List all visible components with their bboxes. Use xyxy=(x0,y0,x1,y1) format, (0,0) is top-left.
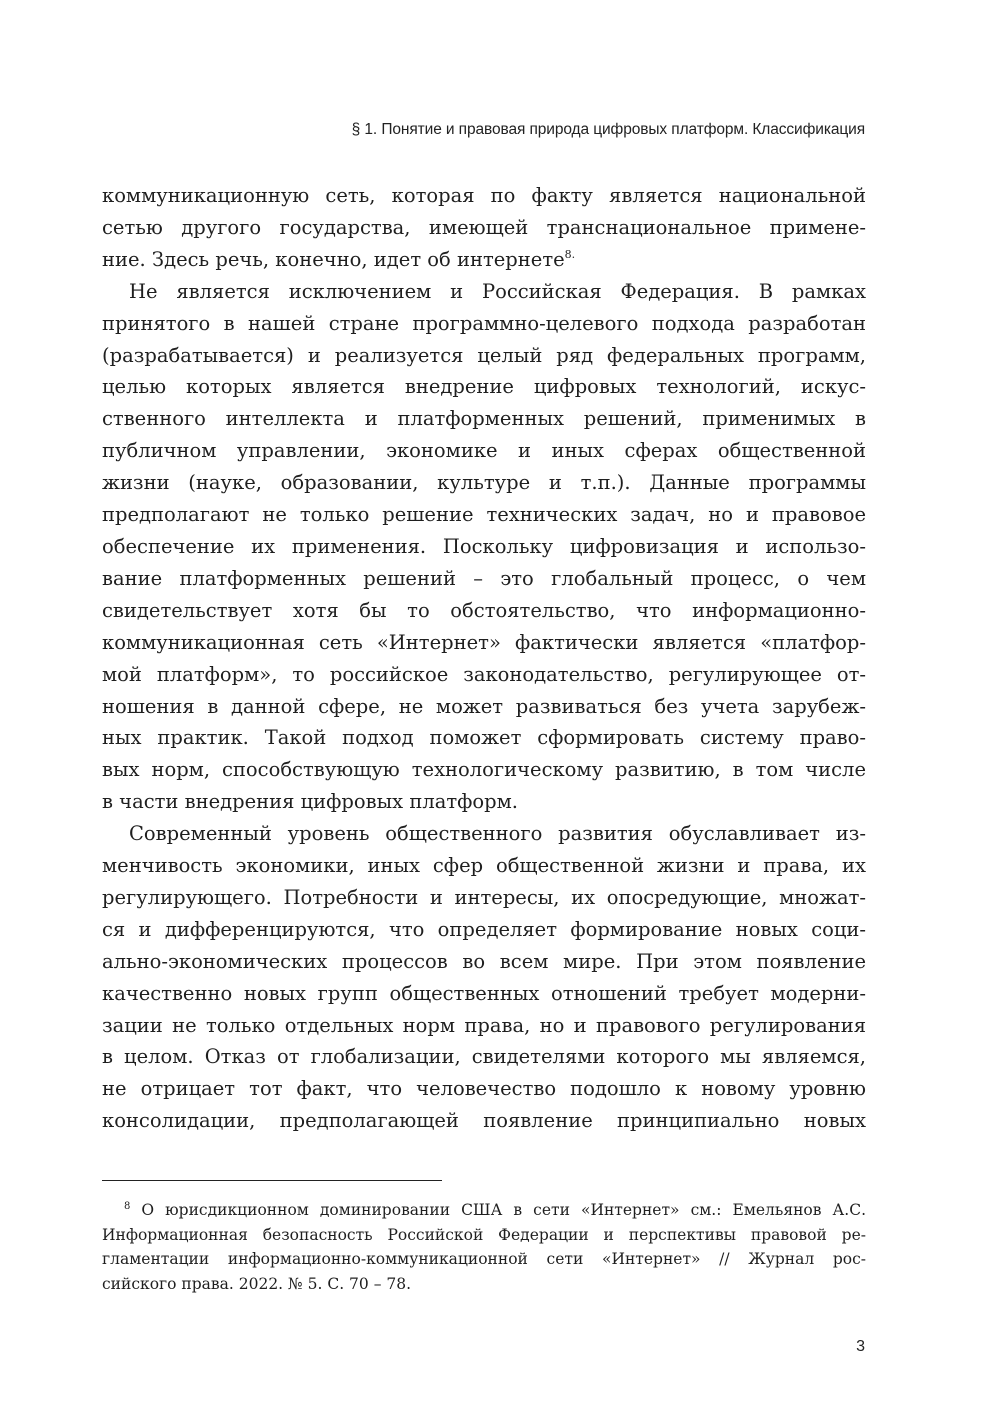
text-line: регулирующего. Потребности и интересы, их опосредующие, множат- xyxy=(102,885,866,909)
footnote-line: сийского права. 2022. № 5. С. 70 – 78. xyxy=(102,1274,412,1293)
text-line: мой платформ», то российское законодательство, регулирующее от- xyxy=(102,662,866,686)
text-line: вых норм, способствующую технологическому развитию, в том числе xyxy=(102,758,866,782)
text-line: предполагают не только решение технических задач, но и правовое xyxy=(102,503,866,527)
footnote-divider xyxy=(102,1180,442,1181)
text-line: Не является исключением и Российская Федерация. В рамках xyxy=(129,279,866,303)
text-line: сетью другого государства, имеющей транснациональное примене- xyxy=(102,215,866,239)
paragraph xyxy=(102,276,866,818)
footnote-line xyxy=(102,1198,866,1223)
text-line-content: ние. Здесь речь, конечно, идет об интернете xyxy=(102,247,565,271)
page-number: 3 xyxy=(856,1338,865,1355)
text-line: ственного интеллекта и платформенных решений, применимых в xyxy=(102,407,866,431)
text-line: целью которых является внедрение цифровых технологий, искус- xyxy=(102,375,866,399)
text-line: коммуникационная сеть «Интернет» фактически является «платфор- xyxy=(102,630,866,654)
footnote-reference[interactable]: 8. xyxy=(564,247,576,261)
running-header: § 1. Понятие и правовая природа цифровых платформ. Классификация xyxy=(351,121,865,138)
text-line: зации не только отдельных норм права, но и правового регулирования xyxy=(102,1013,866,1037)
text-line: Современный уровень общественного развития обуславливает из- xyxy=(129,822,866,846)
text-line: ношения в данной сфере, не может развиваться без учета зарубеж- xyxy=(102,694,866,718)
footnote-line: гламентации информационно-коммуникационной сети «Интернет» // Журнал рос- xyxy=(102,1250,866,1268)
text-line: свидетельствует хотя бы то обстоятельство, что информационно- xyxy=(102,598,866,622)
text-line: не отрицает тот факт, что человечество подошло к новому уровню xyxy=(102,1077,866,1101)
footnote-line-content: О юрисдикционном доминировании США в сети «Интернет» см.: Емельянов А.С. xyxy=(141,1201,866,1219)
text-line: (разрабатывается) и реализуется целый ряд федеральных программ, xyxy=(102,343,866,367)
body-text xyxy=(102,180,866,1137)
paragraph xyxy=(102,180,866,276)
text-line: принятого в нашей стране программно-целевого подхода разработан xyxy=(102,311,866,335)
paragraph xyxy=(102,818,866,1137)
text-line: качественно новых групп общественных отношений требует модерни- xyxy=(102,981,866,1005)
text-line: обеспечение их применения. Поскольку цифровизация и использо- xyxy=(102,534,866,558)
text-line: консолидации, предполагающей появление принципиально новых xyxy=(102,1109,866,1133)
footnote xyxy=(102,1198,866,1296)
text-line: ных практик. Такой подход поможет сформировать систему право- xyxy=(102,726,866,750)
text-line: в части внедрения цифровых платформ. xyxy=(102,790,519,814)
text-line: ся и дифференцируются, что определяет формирование новых соци- xyxy=(102,917,866,941)
text-line: менчивость экономики, иных сфер общественной жизни и права, их xyxy=(102,854,866,878)
footnote-marker: 8 xyxy=(124,1201,131,1212)
footnotes xyxy=(102,1198,866,1296)
text-line xyxy=(102,244,866,276)
text-line: в целом. Отказ от глобализации, свидетелями которого мы являемся, xyxy=(102,1045,866,1069)
text-line: жизни (науке, образовании, культуре и т.п.). Данные программы xyxy=(102,471,866,495)
footnote-line: Информационная безопасность Российской Федерации и перспективы правовой ре- xyxy=(102,1225,866,1244)
text-line: ально-экономических процессов во всем мире. При этом появление xyxy=(102,949,866,973)
text-line: публичном управлении, экономике и иных сферах общественной xyxy=(102,439,866,463)
text-line: вание платформенных решений – это глобальный процесс, о чем xyxy=(102,566,866,590)
text-line: коммуникационную сеть, которая по факту является национальной xyxy=(102,184,866,207)
